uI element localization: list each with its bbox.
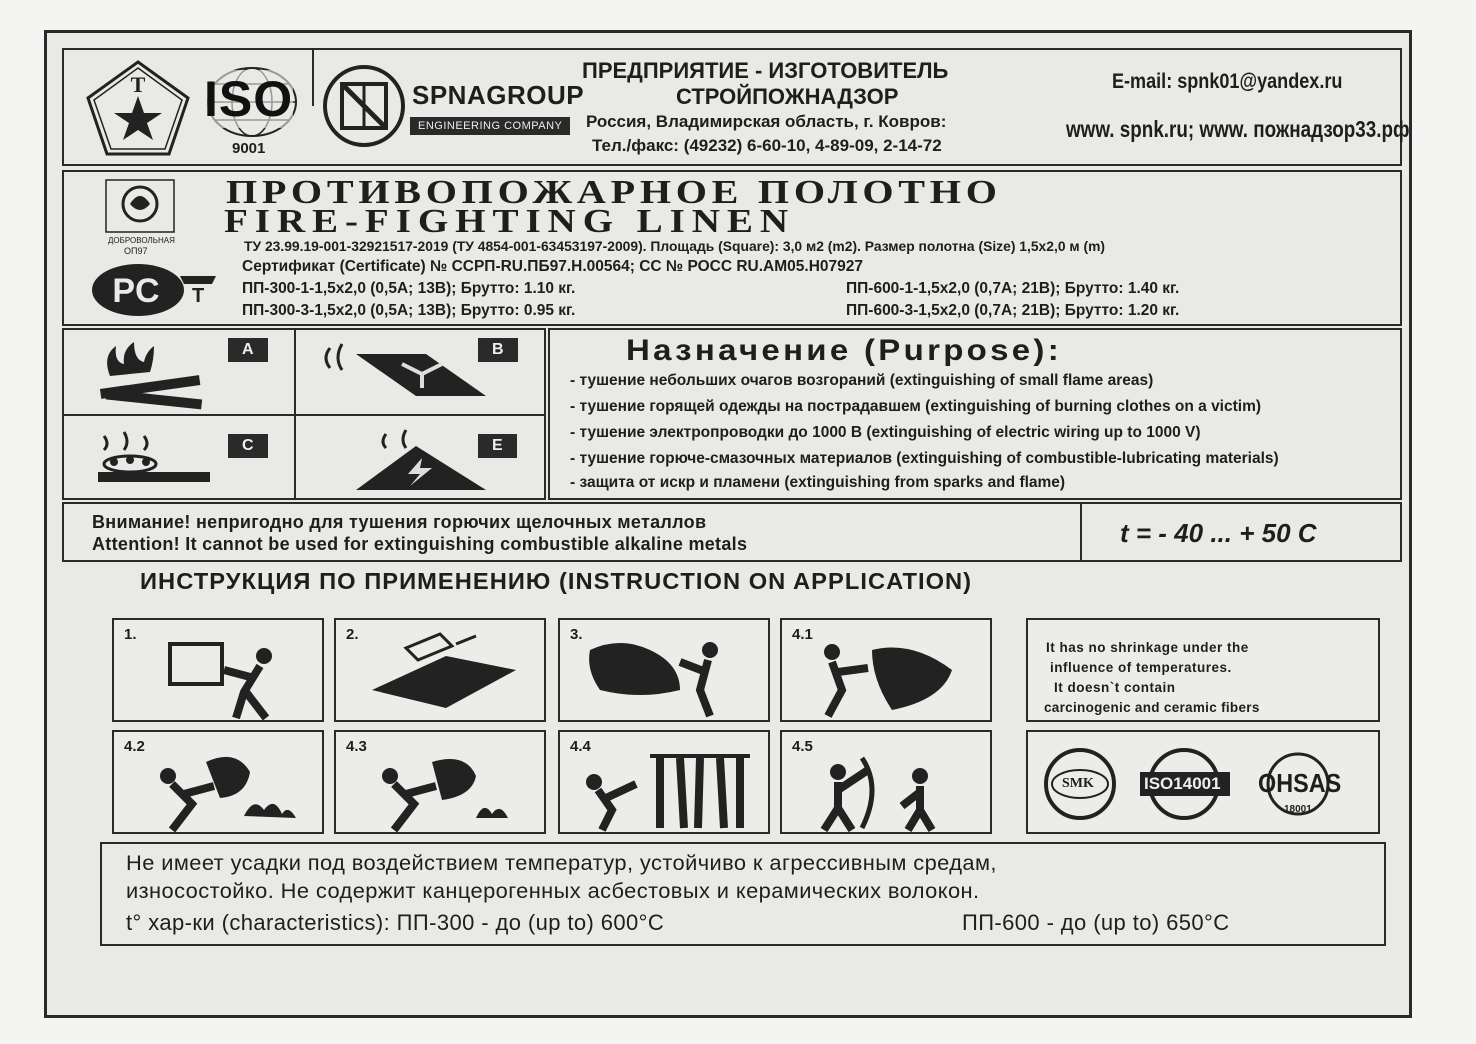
step-number: 4.5 xyxy=(792,738,813,755)
note-line-4: carcinogenic and ceramic fibers xyxy=(1044,700,1260,715)
unfolding-blanket-icon xyxy=(336,620,548,724)
product-title-ru: ПРОТИВОПОЖАРНОЕ ПОЛОТНО xyxy=(226,174,1002,211)
step-3-pictogram xyxy=(558,618,770,722)
purpose-item-3: - тушение электропроводки до 1000 В (extinguishing of electric wiring up to 1000 V) xyxy=(570,424,1201,441)
purpose-item-4: - тушение горюче-смазочных материалов (extinguishing of combustible-lubricating materials) xyxy=(570,450,1279,467)
footer-line-3-left: t° хар-ки (characteristics): ПП-300 - до (up to) 600°C xyxy=(126,910,665,935)
brand-name: SPNAGROUP xyxy=(412,80,585,110)
grid-divider-h xyxy=(62,414,546,416)
person-holding-blanket-icon xyxy=(560,620,772,724)
note-line-2: influence of temperatures. xyxy=(1050,660,1232,675)
svg-text:Т: Т xyxy=(192,285,205,307)
iso14001-logo-text: ISO14001 xyxy=(1144,774,1221,793)
purpose-item-2: - тушение горящей одежды на пострадавшем (extinguishing of burning clothes on a victim) xyxy=(570,398,1262,415)
fire-class-b-badge: B xyxy=(478,338,518,362)
iso-number: 9001 xyxy=(232,140,266,157)
model-left-2: ПП-300-3-1,5х2,0 (0,5A; 13B); Брутто: 0.95 кг. xyxy=(242,302,576,319)
warning-divider xyxy=(1080,502,1082,562)
cert-logos-box xyxy=(1026,730,1380,834)
company-line1: ПРЕДПРИЯТИЕ - ИЗГОТОВИТЕЛЬ xyxy=(582,58,949,83)
purpose-title: Назначение (Purpose): xyxy=(626,334,1063,367)
step-4-4-pictogram xyxy=(558,730,770,834)
model-left-1: ПП-300-1-1,5х2,0 (0,5A; 13B); Брутто: 1.10 кг. xyxy=(242,280,576,297)
step-2-pictogram xyxy=(334,618,546,722)
rst-logo-icon xyxy=(88,262,218,318)
fire-class-e-badge: E xyxy=(478,434,517,458)
step-4-5-pictogram xyxy=(780,730,992,834)
warning-ru: Внимание! непригодно для тушения горючих щелочных металлов xyxy=(92,512,707,532)
step-4-2-pictogram xyxy=(112,730,324,834)
fire-class-c-icon xyxy=(90,424,220,496)
purpose-item-1: - тушение небольших очагов возгораний (extinguishing of small flame areas) xyxy=(570,372,1154,389)
step-number: 4.3 xyxy=(346,738,367,755)
company-address: Россия, Владимирская область, г. Ковров: xyxy=(586,112,947,131)
step-number: 4.2 xyxy=(124,738,145,755)
person-opening-case-icon xyxy=(114,620,326,724)
model-right-1: ПП-600-1-1,5х2,0 (0,7A; 21B); Брутто: 1.40 кг. xyxy=(846,280,1180,297)
footer-line-2: износостойко. Не содержит канцерогенных асбестовых и керамических волокон. xyxy=(126,880,980,903)
ohsas-number: 18001 xyxy=(1284,804,1312,815)
model-right-2: ПП-600-3-1,5х2,0 (0,7A; 21B); Брутто: 1.20 кг. xyxy=(846,302,1180,319)
person-wrapping-victim-icon xyxy=(782,732,994,836)
step-number: 3. xyxy=(570,626,583,643)
iso-logo-text: ISO xyxy=(204,71,294,127)
instruction-title: ИНСТРУКЦИЯ ПО ПРИМЕНЕНИЮ (INSTRUCTION ON APPLICATION) xyxy=(140,568,973,594)
svg-text:Т: Т xyxy=(130,72,146,97)
fire-class-a-icon xyxy=(90,336,220,410)
svg-text:PC: PC xyxy=(112,272,160,310)
step-number: 4.1 xyxy=(792,626,813,643)
purpose-item-5: - защита от искр и пламени (extinguishing from sparks and flame) xyxy=(570,474,1066,491)
fire-class-e-icon xyxy=(336,424,496,496)
company-phone: Тел./факс: (49232) 6-60-10, 4-89-09, 2-14-72 xyxy=(592,136,942,155)
fire-class-a-badge: A xyxy=(228,338,268,362)
footer-line-1: Не имеет усадки под воздействием температур, устойчиво к агрессивным средам, xyxy=(126,852,997,875)
spnagroup-logo-icon xyxy=(322,64,406,148)
step-4-1-pictogram xyxy=(780,618,992,722)
voluntary-code: ОП97 xyxy=(124,246,148,256)
stamp-placeholder xyxy=(312,50,316,106)
person-covering-fire-icon xyxy=(782,620,994,724)
product-title-en: FIRE-FIGHTING LINEN xyxy=(224,203,796,240)
warning-en: Attention! It cannot be used for extinguishing combustible alkaline metals xyxy=(92,534,748,554)
brand-subtitle: ENGINEERING COMPANY xyxy=(410,117,570,135)
note-line-1: It has no shrinkage under the xyxy=(1046,640,1249,655)
fire-class-c-badge: C xyxy=(228,434,268,458)
note-line-3: It doesn`t contain xyxy=(1054,680,1176,695)
temperature-range: t = - 40 ... + 50 C xyxy=(1120,518,1317,548)
person-smothering-fire-icon xyxy=(114,732,326,836)
company-line2: СТРОЙПОЖНАДЗОР xyxy=(676,84,899,109)
step-number: 1. xyxy=(124,626,137,643)
person-hanging-blanket-icon xyxy=(560,732,772,836)
certificate-line: Сертификат (Certificate) № ССРП-RU.ПБ97.Н.00564; СС № РОСС RU.АМ05.Н07927 xyxy=(242,258,864,275)
person-laying-blanket-icon xyxy=(336,732,548,836)
gost-star-icon xyxy=(84,58,192,158)
voluntary-label: ДОБРОВОЛЬНАЯ xyxy=(108,236,175,245)
footer-line-3-right: ПП-600 - до (up to) 650°C xyxy=(962,910,1230,935)
step-4-3-pictogram xyxy=(334,730,546,834)
step-number: 4.4 xyxy=(570,738,591,755)
spec-line: ТУ 23.99.19-001-32921517-2019 (ТУ 4854-001-63453197-2009). Площадь (Square): 3,0 м2 (m2). Размер полотна (Size) 1,5х2,0 м (m) xyxy=(244,238,1106,254)
step-1-pictogram xyxy=(112,618,324,722)
ohsas-logo-text: OHSAS xyxy=(1258,768,1342,798)
company-websites[interactable]: www. spnk.ru; www. пожнадзор33.рф xyxy=(1066,116,1410,142)
company-email[interactable]: E-mail: spnk01@yandex.ru xyxy=(1112,70,1343,93)
step-number: 2. xyxy=(346,626,359,643)
smk-logo-text: SMK xyxy=(1062,776,1094,791)
